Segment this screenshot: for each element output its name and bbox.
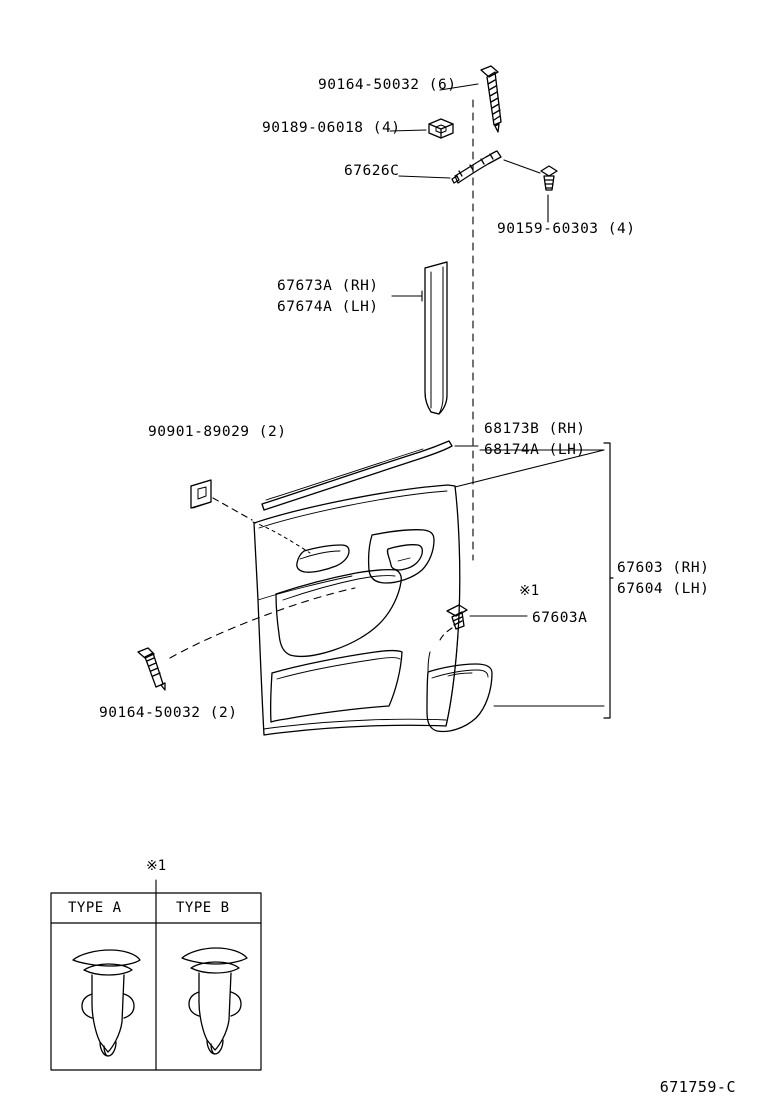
label-clip-90901: 90901-89029 (2)	[148, 424, 287, 440]
label-belt-molding: 67626C	[344, 163, 400, 179]
label-clip-nut: 90189-06018 (4)	[262, 120, 401, 136]
page-code: 671759-C	[659, 1078, 736, 1096]
label-screw-top: 90164-50032 (6)	[318, 77, 457, 93]
label-pillar-garnish-lh: 67674A (LH)	[277, 299, 379, 315]
label-screw-lower: 90164-50032 (2)	[99, 705, 238, 721]
label-clip-67603a: 67603A	[532, 610, 588, 626]
label-door-trim-rh: 67603 (RH)	[617, 560, 710, 576]
label-mark-note-legend: ※1	[146, 858, 167, 874]
label-weatherstrip-lh: 68174A (LH)	[484, 442, 586, 458]
label-pillar-garnish-rh: 67673A (RH)	[277, 278, 379, 294]
legend-type-a-label: TYPE A	[68, 900, 122, 916]
label-mark-note-1: ※1	[519, 583, 540, 599]
label-screw-right: 90159-60303 (4)	[497, 221, 636, 237]
label-weatherstrip-rh: 68173B (RH)	[484, 421, 586, 437]
label-door-trim-lh: 67604 (LH)	[617, 581, 710, 597]
legend-type-b-label: TYPE B	[176, 900, 230, 916]
